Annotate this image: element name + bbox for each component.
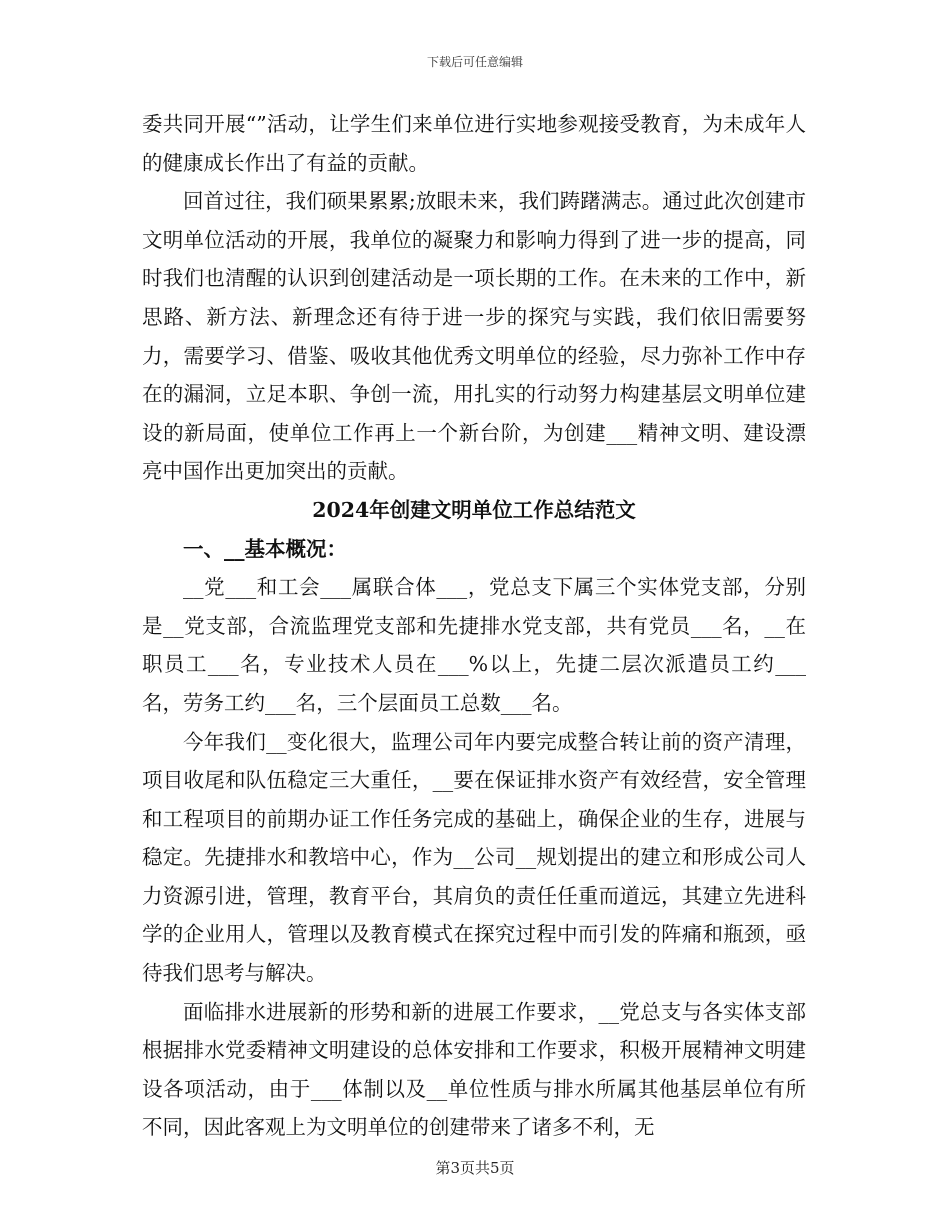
document-title: 2024年创建文明单位工作总结范文	[312, 497, 636, 522]
document-body	[142, 105, 806, 1147]
paragraph-changes: 今年我们__变化很大，监理公司年内要完成整合转让前的资产清理，项目收尾和队伍稳定三大重任，__要在保证排水资产有效经营，安全管理和工程项目的前期办证工作任务完成的基础上，确保企业的生存，进展与稳定。先捷排水和教培中心，作为__公司__规划提出的建立和形成公司人力资源引进，管理，教育平台，其肩负的责任任重而道远，其建立先进科学的企业用人，管理以及教育模式在探究过程中而引发的阵痛和瓶颈，亟待我们思考与解决。	[142, 729, 806, 986]
section-heading-overview: 一、__基本概况：	[183, 536, 347, 561]
paragraph-overview: __党___和工会___属联合体___，党总支下属三个实体党支部，分别是__党支部，合流监理党支部和先捷排水党支部，共有党员___名，__在职员工___名，专业技术人员在___%以上，先捷二层次派遣员工约___名，劳务工约___名，三个层面员工总数___名。	[142, 575, 806, 715]
paragraph-continuation: 委共同开展“”活动，让学生们来单位进行实地参观接受教育，为未成年人的健康成长作出了有益的贡献。	[142, 112, 806, 175]
paragraph-situation: 面临排水进展新的形势和新的进展工作要求，__党总支与各实体支部根据排水党委精神文明建设的总体安排和工作要求，积极开展精神文明建设各项活动，由于___体制以及__单位性质与排水所属其他基层单位有所不同，因此客观上为文明单位的创建带来了诸多不利，无	[142, 999, 806, 1140]
page-header-note: 下载后可任意编辑	[426, 55, 523, 69]
page-number: 第3页共5页	[435, 1159, 515, 1177]
paragraph-review: 回首过往，我们硕果累累;放眼未来，我们踌躇满志。通过此次创建市文明单位活动的开展，我单位的凝聚力和影响力得到了进一步的提高，同时我们也清醒的认识到创建活动是一项长期的工作。在未来的工作中，新思路、新方法、新理念还有待于进一步的探究与实践，我们依旧需要努力，需要学习、借鉴、吸收其他优秀文明单位的经验，尽力弥补工作中存在的漏洞，立足本职、争创一流，用扎实的行动努力构建基层文明单位建设的新局面，使单位工作再上一个新台阶，为创建___精神文明、建设漂亮中国作出更加突出的贡献。	[142, 189, 806, 484]
